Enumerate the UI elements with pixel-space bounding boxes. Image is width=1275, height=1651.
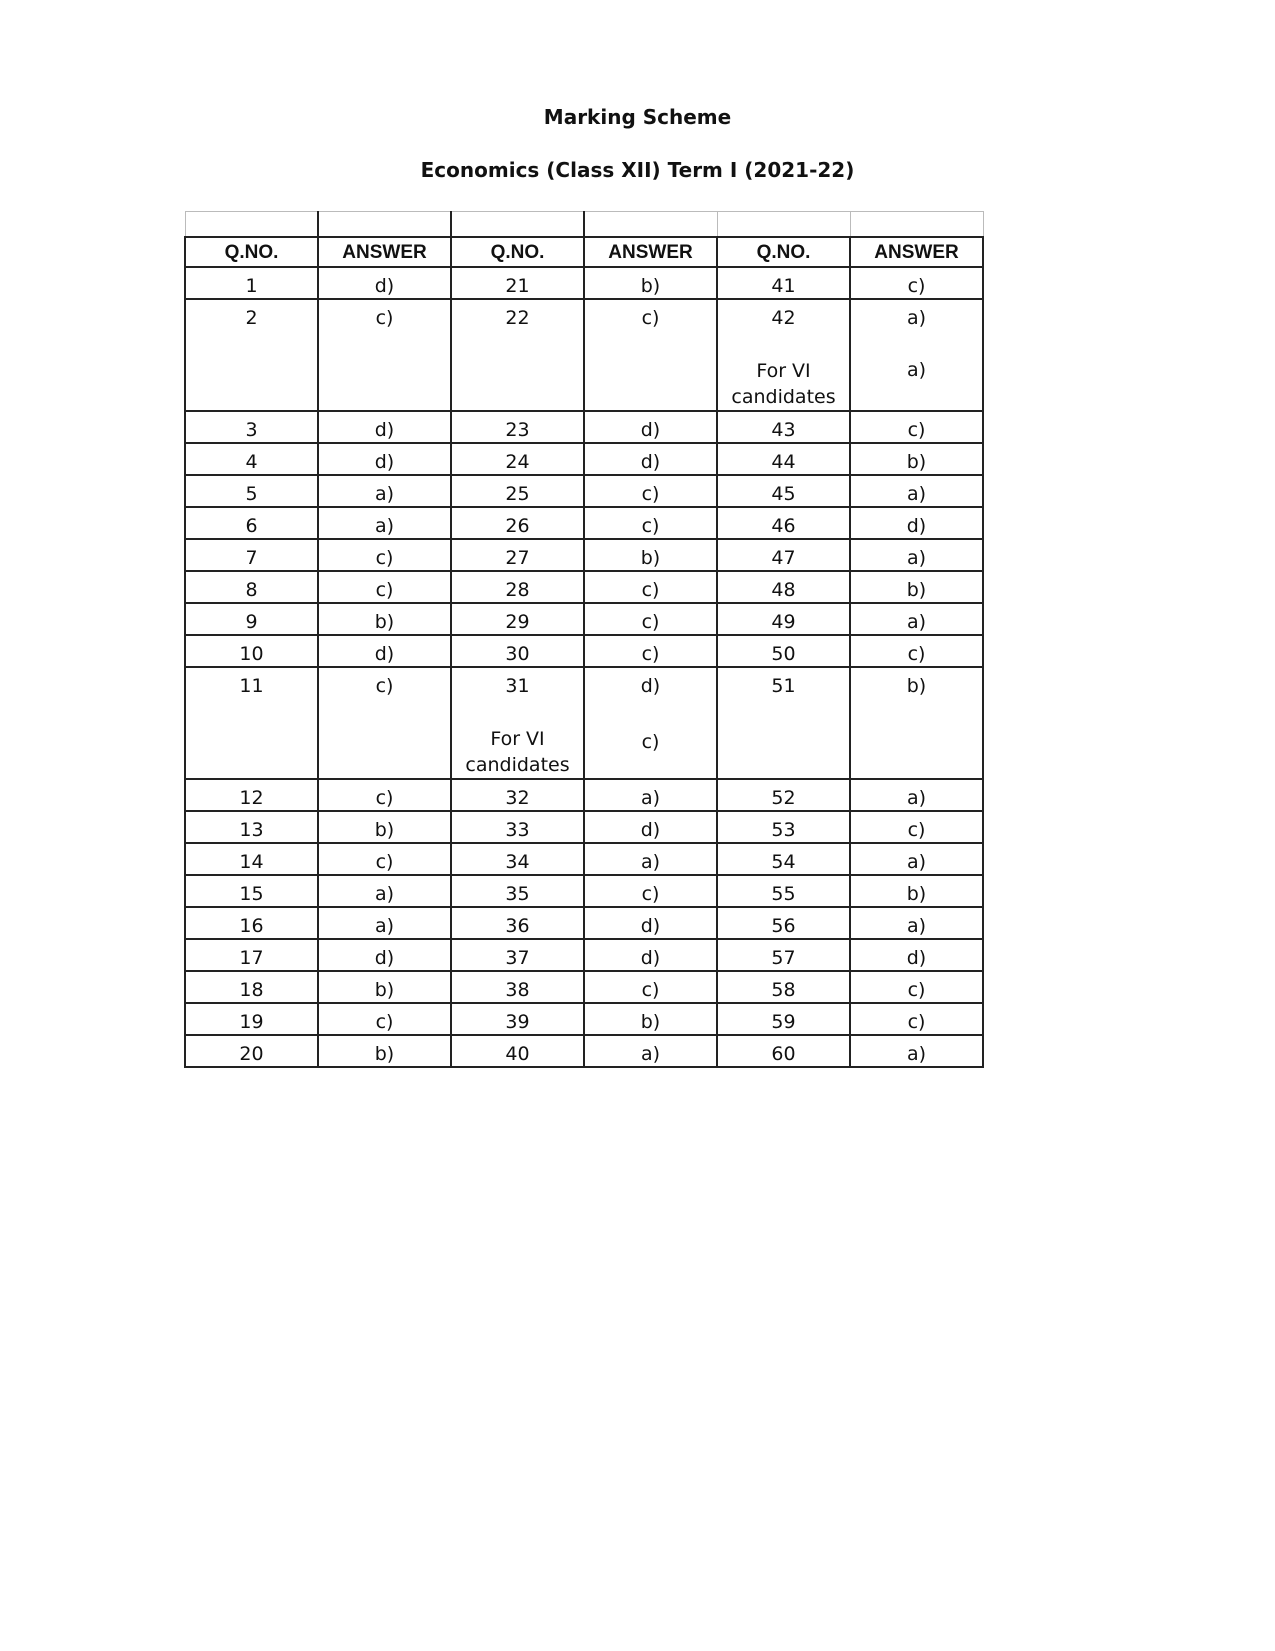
blank-cell (451, 212, 584, 238)
table-row (185, 667, 983, 779)
answer-cell (584, 875, 717, 907)
header-qno: Q.NO. (451, 237, 584, 267)
answer-value: a) (906, 307, 927, 329)
vi-candidates-note: For VI candidates (731, 360, 836, 408)
answer-value: c) (641, 515, 660, 537)
answer-value: c) (641, 307, 660, 329)
question-number-cell (185, 811, 318, 843)
question-number-cell (717, 971, 850, 1003)
question-number-cell (451, 939, 584, 971)
question-number: 22 (505, 307, 530, 329)
answer-cell (318, 907, 451, 939)
question-number: 4 (245, 451, 258, 473)
question-number-cell (451, 907, 584, 939)
header-row (185, 237, 983, 267)
answer-value: c) (641, 979, 660, 1001)
question-number: 17 (239, 947, 264, 969)
answer-key-table (184, 211, 984, 1068)
answer-value: a) (906, 851, 927, 873)
answer-cell (318, 411, 451, 443)
answer-cell (850, 811, 983, 843)
question-number: 57 (771, 947, 796, 969)
question-number: 36 (505, 915, 530, 937)
answer-value: c) (907, 275, 926, 297)
question-number-cell (451, 811, 584, 843)
question-number-cell (451, 635, 584, 667)
question-number: 13 (239, 819, 264, 841)
question-number: 34 (505, 851, 530, 873)
table-row (185, 1035, 983, 1067)
answer-cell (584, 939, 717, 971)
answer-cell (584, 507, 717, 539)
blank-cell (850, 212, 983, 238)
question-number: 9 (245, 611, 258, 633)
table-row (185, 539, 983, 571)
question-number: 32 (505, 787, 530, 809)
answer-value: b) (906, 579, 927, 601)
answer-cell (318, 971, 451, 1003)
question-number: 49 (771, 611, 796, 633)
question-number: 53 (771, 819, 796, 841)
question-number: 50 (771, 643, 796, 665)
answer-cell (850, 843, 983, 875)
table-row (185, 299, 983, 411)
answer-cell (850, 1003, 983, 1035)
answer-cell (850, 539, 983, 571)
question-number: 28 (505, 579, 530, 601)
header-qno: Q.NO. (185, 237, 318, 267)
header-answer: ANSWER (850, 237, 983, 267)
answer-cell (584, 907, 717, 939)
answer-value: a) (906, 1043, 927, 1065)
question-number-cell (185, 571, 318, 603)
question-number: 5 (245, 483, 258, 505)
question-number: 7 (245, 547, 258, 569)
answer-value: c) (907, 643, 926, 665)
answer-value: c) (375, 307, 394, 329)
question-number: 31 (505, 675, 530, 697)
question-number-cell (451, 411, 584, 443)
question-number-cell (451, 571, 584, 603)
question-number: 30 (505, 643, 530, 665)
header-answer: ANSWER (584, 237, 717, 267)
question-number-cell (451, 843, 584, 875)
answer-value: c) (907, 1011, 926, 1033)
question-number: 44 (771, 451, 796, 473)
vi-candidates-answer: c) (641, 731, 660, 753)
question-number-cell (451, 507, 584, 539)
table-row (185, 939, 983, 971)
answer-value: d) (374, 275, 395, 297)
question-number: 14 (239, 851, 264, 873)
vi-candidates-note: For VI candidates (465, 728, 570, 776)
question-number: 27 (505, 547, 530, 569)
question-number-cell (185, 667, 318, 779)
question-number: 11 (239, 675, 264, 697)
question-number: 60 (771, 1043, 796, 1065)
question-number-cell (185, 475, 318, 507)
answer-cell (318, 779, 451, 811)
answer-cell (318, 939, 451, 971)
answer-cell (318, 875, 451, 907)
answer-cell (318, 539, 451, 571)
question-number: 59 (771, 1011, 796, 1033)
answer-value: a) (906, 483, 927, 505)
table-row (185, 971, 983, 1003)
answer-value: c) (375, 787, 394, 809)
answer-cell (850, 475, 983, 507)
answer-cell (850, 1035, 983, 1067)
question-number-cell (185, 843, 318, 875)
question-number-cell (185, 779, 318, 811)
question-number: 8 (245, 579, 258, 601)
answer-value: a) (374, 883, 395, 905)
answer-value: a) (906, 611, 927, 633)
answer-value: d) (374, 451, 395, 473)
question-number: 38 (505, 979, 530, 1001)
answer-cell (850, 603, 983, 635)
question-number-cell (451, 779, 584, 811)
question-number-cell (451, 539, 584, 571)
question-number-cell (717, 1035, 850, 1067)
table-row (185, 875, 983, 907)
answer-cell (318, 443, 451, 475)
question-number: 16 (239, 915, 264, 937)
answer-value: b) (906, 451, 927, 473)
question-number-cell (717, 667, 850, 779)
question-number-cell (185, 443, 318, 475)
answer-value: c) (375, 547, 394, 569)
answer-value: d) (640, 947, 661, 969)
question-number: 43 (771, 419, 796, 441)
answer-value: b) (374, 1043, 395, 1065)
table-row (185, 1003, 983, 1035)
answer-value: d) (374, 419, 395, 441)
question-number: 12 (239, 787, 264, 809)
answer-cell (850, 267, 983, 299)
question-number: 6 (245, 515, 258, 537)
answer-cell (850, 971, 983, 1003)
blank-row (185, 212, 983, 238)
table-row (185, 811, 983, 843)
answer-value: a) (906, 915, 927, 937)
question-number-cell (185, 539, 318, 571)
question-number: 33 (505, 819, 530, 841)
answer-cell (584, 843, 717, 875)
table-row (185, 507, 983, 539)
answer-value: b) (906, 675, 927, 697)
answer-value: c) (375, 579, 394, 601)
table-row (185, 603, 983, 635)
question-number-cell (717, 603, 850, 635)
header-answer: ANSWER (318, 237, 451, 267)
answer-cell (584, 635, 717, 667)
question-number-cell (717, 299, 850, 411)
answer-value: c) (907, 979, 926, 1001)
question-number: 39 (505, 1011, 530, 1033)
answer-cell (584, 603, 717, 635)
answer-cell (584, 539, 717, 571)
answer-value: d) (374, 947, 395, 969)
answer-cell (584, 1035, 717, 1067)
question-number-cell (451, 1035, 584, 1067)
question-number-cell (185, 1035, 318, 1067)
table-row (185, 843, 983, 875)
table-row (185, 779, 983, 811)
answer-cell (584, 779, 717, 811)
answer-cell (318, 635, 451, 667)
question-number: 2 (245, 307, 258, 329)
question-number-cell (717, 843, 850, 875)
answer-value: a) (640, 787, 661, 809)
question-number-cell (717, 939, 850, 971)
answer-value: d) (374, 643, 395, 665)
answer-cell (318, 299, 451, 411)
question-number-cell (717, 507, 850, 539)
page-subtitle: Economics (Class XII) Term I (2021-22) (420, 158, 855, 182)
answer-value: a) (374, 483, 395, 505)
answer-value: b) (906, 883, 927, 905)
question-number: 42 (771, 307, 796, 329)
question-number-cell (451, 667, 584, 779)
table-row (185, 635, 983, 667)
answer-value: b) (374, 979, 395, 1001)
question-number: 58 (771, 979, 796, 1001)
answer-cell (584, 971, 717, 1003)
vi-candidates-answer: a) (906, 359, 927, 381)
answer-cell (584, 411, 717, 443)
question-number: 54 (771, 851, 796, 873)
answer-cell (850, 939, 983, 971)
answer-cell (850, 411, 983, 443)
answer-value: b) (640, 275, 661, 297)
question-number: 48 (771, 579, 796, 601)
question-number-cell (451, 299, 584, 411)
table-row (185, 571, 983, 603)
table-row (185, 475, 983, 507)
question-number-cell (451, 971, 584, 1003)
answer-value: d) (906, 947, 927, 969)
answer-value: a) (906, 787, 927, 809)
answer-cell (318, 1035, 451, 1067)
answer-value: d) (640, 819, 661, 841)
answer-value: a) (374, 915, 395, 937)
answer-cell (318, 571, 451, 603)
answer-cell (584, 667, 717, 779)
question-number-cell (717, 411, 850, 443)
answer-cell (850, 299, 983, 411)
answer-value: c) (375, 1011, 394, 1033)
answer-value: c) (641, 643, 660, 665)
question-number: 46 (771, 515, 796, 537)
question-number: 51 (771, 675, 796, 697)
question-number-cell (717, 1003, 850, 1035)
answer-cell (584, 811, 717, 843)
question-number: 37 (505, 947, 530, 969)
question-number-cell (717, 539, 850, 571)
question-number-cell (185, 603, 318, 635)
blank-cell (185, 212, 318, 238)
answer-value: d) (640, 451, 661, 473)
question-number: 24 (505, 451, 530, 473)
question-number: 40 (505, 1043, 530, 1065)
question-number: 10 (239, 643, 264, 665)
question-number-cell (717, 875, 850, 907)
answer-cell (584, 443, 717, 475)
blank-cell (318, 212, 451, 238)
answer-value: d) (640, 915, 661, 937)
answer-cell (318, 843, 451, 875)
answer-value: a) (906, 547, 927, 569)
table-row (185, 443, 983, 475)
question-number-cell (185, 267, 318, 299)
answer-value: c) (907, 819, 926, 841)
question-number-cell (717, 571, 850, 603)
question-number-cell (717, 811, 850, 843)
answer-value: d) (906, 515, 927, 537)
question-number: 20 (239, 1043, 264, 1065)
answer-cell (318, 603, 451, 635)
answer-value: c) (375, 851, 394, 873)
answer-cell (318, 1003, 451, 1035)
question-number: 21 (505, 275, 530, 297)
answer-cell (584, 267, 717, 299)
answer-cell (584, 475, 717, 507)
question-number-cell (451, 443, 584, 475)
question-number-cell (717, 267, 850, 299)
answer-cell (850, 443, 983, 475)
question-number-cell (185, 1003, 318, 1035)
question-number-cell (717, 475, 850, 507)
question-number: 18 (239, 979, 264, 1001)
question-number-cell (185, 875, 318, 907)
answer-value: b) (374, 611, 395, 633)
answer-value: c) (641, 883, 660, 905)
answer-value: b) (374, 819, 395, 841)
question-number-cell (185, 299, 318, 411)
answer-cell (584, 1003, 717, 1035)
answer-cell (850, 667, 983, 779)
question-number: 23 (505, 419, 530, 441)
answer-value: b) (640, 547, 661, 569)
answer-cell (850, 779, 983, 811)
answer-cell (318, 475, 451, 507)
question-number-cell (185, 635, 318, 667)
question-number-cell (451, 603, 584, 635)
question-number-cell (451, 875, 584, 907)
answer-cell (850, 635, 983, 667)
question-number-cell (185, 939, 318, 971)
question-number: 25 (505, 483, 530, 505)
answer-value: c) (907, 419, 926, 441)
answer-value: a) (640, 1043, 661, 1065)
question-number: 52 (771, 787, 796, 809)
answer-value: c) (641, 579, 660, 601)
question-number: 56 (771, 915, 796, 937)
answer-value: d) (640, 675, 661, 697)
header-qno: Q.NO. (717, 237, 850, 267)
question-number-cell (717, 635, 850, 667)
question-number: 1 (245, 275, 258, 297)
question-number-cell (717, 779, 850, 811)
question-number: 15 (239, 883, 264, 905)
answer-cell (584, 299, 717, 411)
question-number: 19 (239, 1011, 264, 1033)
answer-cell (850, 875, 983, 907)
answer-cell (850, 507, 983, 539)
answer-value: c) (641, 483, 660, 505)
answer-cell (318, 267, 451, 299)
question-number-cell (185, 971, 318, 1003)
blank-cell (717, 212, 850, 238)
question-number: 55 (771, 883, 796, 905)
answer-value: a) (374, 515, 395, 537)
question-number-cell (717, 443, 850, 475)
question-number-cell (185, 507, 318, 539)
answer-value: d) (640, 419, 661, 441)
answer-cell (584, 571, 717, 603)
question-number-cell (451, 1003, 584, 1035)
blank-cell (584, 212, 717, 238)
question-number: 26 (505, 515, 530, 537)
answer-cell (318, 811, 451, 843)
answer-value: c) (375, 675, 394, 697)
question-number: 47 (771, 547, 796, 569)
table-row (185, 267, 983, 299)
question-number: 29 (505, 611, 530, 633)
answer-cell (318, 507, 451, 539)
answer-value: a) (640, 851, 661, 873)
answer-value: b) (640, 1011, 661, 1033)
table-row (185, 907, 983, 939)
answer-cell (850, 571, 983, 603)
question-number: 41 (771, 275, 796, 297)
question-number: 35 (505, 883, 530, 905)
table-row (185, 411, 983, 443)
question-number-cell (451, 267, 584, 299)
answer-cell (850, 907, 983, 939)
question-number-cell (451, 475, 584, 507)
page-title: Marking Scheme (543, 105, 732, 129)
question-number: 3 (245, 419, 258, 441)
answer-value: c) (641, 611, 660, 633)
question-number-cell (717, 907, 850, 939)
question-number: 45 (771, 483, 796, 505)
question-number-cell (185, 907, 318, 939)
answer-cell (318, 667, 451, 779)
question-number-cell (185, 411, 318, 443)
